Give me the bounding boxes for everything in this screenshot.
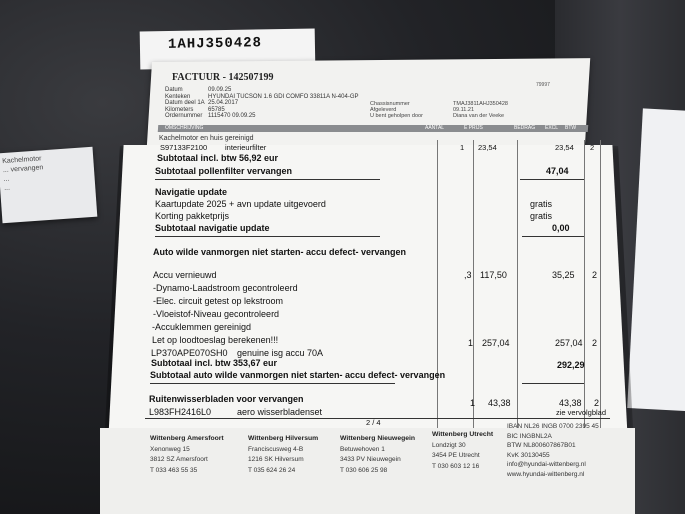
table-row-code: LP370APE070SH0 bbox=[151, 348, 228, 358]
header-label: Ordernummer bbox=[165, 113, 203, 120]
divider bbox=[522, 236, 584, 237]
subtotal-line: Subtotaal incl. btw 353,67 eur bbox=[151, 358, 278, 368]
header-right-label: Afgeleverd bbox=[370, 107, 397, 114]
subtotal-line: Subtotaal auto wilde vanmorgen niet starten- accu defect- vervangen bbox=[150, 370, 446, 380]
subtotal-amount: 0,00 bbox=[552, 223, 570, 233]
subtotal-line: Subtotaal navigatie update bbox=[155, 223, 270, 233]
invoice-page-ref: 79997 bbox=[536, 82, 550, 88]
header-value: HYUNDAI TUCSON 1.6 GDI COMFO 33811A N-404-GP bbox=[208, 93, 359, 100]
table-row-desc: Accu vernieuwd bbox=[153, 270, 217, 280]
column-divider bbox=[517, 140, 518, 428]
continued-note: zie vervolgblad bbox=[556, 408, 607, 417]
footer-line: 3454 PE Utrecht bbox=[432, 452, 480, 459]
footer-location-title: Wittenberg Hilversum bbox=[248, 435, 319, 442]
th-unit-price: E PRIJS bbox=[464, 125, 483, 131]
invoice-title: FACTUUR - 142507199 bbox=[172, 72, 274, 83]
header-right-value: 09.11.21 bbox=[453, 107, 475, 114]
th-vat: BTW bbox=[565, 125, 577, 131]
divider bbox=[155, 179, 380, 180]
header-right-value: Diana van der Veeke bbox=[453, 113, 505, 120]
table-row-price: 117,50 bbox=[480, 270, 507, 280]
footer-line: Betuwehoven 1 bbox=[340, 445, 385, 453]
th-description: OMSCHRIJVING bbox=[165, 125, 204, 131]
divider bbox=[520, 179, 584, 180]
header-right-values bbox=[453, 101, 508, 120]
footer-location bbox=[340, 434, 415, 476]
column-divider bbox=[600, 140, 601, 428]
footer-line: info@hyundai-wittenberg.nl bbox=[507, 461, 586, 468]
table-row-amount: 35,25 bbox=[552, 270, 575, 280]
header-right-label: Chassisnummer bbox=[370, 101, 410, 107]
table-row-qty: 1 bbox=[470, 398, 476, 408]
footer-line: Londzigt 30 bbox=[432, 441, 466, 449]
th-excl: EXCL bbox=[545, 125, 559, 131]
subtotal-amount: 47,04 bbox=[546, 166, 569, 176]
table-row-vat: 2 bbox=[594, 398, 600, 408]
table-row-qty: ,3 bbox=[464, 270, 472, 280]
footer-line: 3812 SZ Amersfoort bbox=[150, 456, 208, 463]
table-row-desc: Korting pakketprijs bbox=[155, 211, 230, 221]
footer-line: KvK 30130455 bbox=[507, 451, 550, 459]
footer-line: T 033 463 55 35 bbox=[150, 466, 198, 474]
footer-line: T 030 606 25 98 bbox=[340, 466, 388, 474]
footer-line: BIC INGBNL2A bbox=[507, 432, 552, 440]
divider bbox=[150, 383, 395, 384]
table-row-amount: gratis bbox=[530, 199, 553, 209]
header-label: Kenteken bbox=[165, 93, 191, 100]
table-row-vat: 2 bbox=[590, 143, 595, 152]
footer-location-title: Wittenberg Amersfoort bbox=[150, 435, 224, 442]
header-value: 09.09.25 bbox=[208, 87, 232, 93]
table-row-price: 257,04 bbox=[482, 338, 510, 348]
th-amount: BEDRAG bbox=[514, 125, 536, 131]
subtotal-line: Subtotaal pollenfilter vervangen bbox=[155, 166, 293, 176]
header-labels bbox=[165, 87, 205, 120]
footer-line: Franciscusweg 4-B bbox=[248, 445, 304, 453]
footer-line: 1216 SK Hilversum bbox=[248, 456, 304, 463]
left-paper-fragment bbox=[0, 147, 97, 223]
table-row-amount: 257,04 bbox=[555, 338, 583, 348]
plate-number: 1AHJ350428 bbox=[167, 35, 263, 53]
th-quantity: AANTAL bbox=[425, 125, 445, 131]
table-row-qty: 1 bbox=[460, 143, 465, 152]
header-right-value: TMAJ3811AHJ350428 bbox=[453, 101, 508, 107]
header-label: Datum bbox=[165, 87, 183, 93]
table-row-desc: -Vloeistof-Niveau gecontroleerd bbox=[153, 309, 280, 319]
table-row-amount: gratis bbox=[530, 211, 553, 221]
table-row-price: 23,54 bbox=[478, 143, 497, 152]
footer-location bbox=[248, 434, 318, 476]
header-value: 25.04.2017 bbox=[208, 100, 239, 107]
footer-line: IBAN NL26 INGB 0700 2395 45 bbox=[507, 423, 599, 430]
section-title: Auto wilde vanmorgen niet starten- accu defect- vervangen bbox=[153, 247, 407, 257]
footer-line: T 030 603 12 16 bbox=[432, 462, 480, 470]
table-row-amount: 43,38 bbox=[559, 398, 582, 408]
header-values bbox=[208, 87, 359, 120]
table-row-desc: -Elec. circuit getest op lekstroom bbox=[153, 296, 284, 306]
table-row-desc: interieurfilter bbox=[225, 143, 267, 152]
section-title: Navigatie update bbox=[155, 187, 228, 197]
footer-location bbox=[150, 434, 224, 476]
footer-line: www.hyundai-wittenberg.nl bbox=[507, 470, 585, 478]
header-right-labels bbox=[370, 101, 423, 120]
table-row: Kachelmotor en huis gereinigd bbox=[159, 135, 254, 142]
header-right-label: U bent geholpen door bbox=[370, 113, 423, 120]
table-row-qty: 1 bbox=[468, 338, 474, 348]
table-row-code: L983FH2416L0 bbox=[149, 407, 212, 417]
header-label: Kilometers bbox=[165, 106, 194, 113]
column-divider bbox=[473, 140, 474, 428]
footer-line: T 035 624 26 24 bbox=[248, 466, 296, 474]
section-title: Ruitenwisserbladen voor vervangen bbox=[149, 394, 304, 404]
table-row-vat: 2 bbox=[592, 338, 598, 348]
table-row-desc: Kaartupdate 2025 + avn update uitgevoerd bbox=[155, 199, 326, 209]
table-row-desc: Let op loodtoeslag berekenen!!! bbox=[152, 335, 279, 345]
header-label: Datum deel 1A bbox=[165, 100, 205, 107]
footer-location-title: Wittenberg Nieuwegein bbox=[340, 435, 416, 442]
header-value: 1115470 09.09.25 bbox=[208, 113, 256, 120]
footer-line: BTW NL800607867B01 bbox=[507, 442, 576, 449]
table-row-code: S97133F2100 bbox=[160, 143, 208, 152]
table-row-price: 43,38 bbox=[488, 398, 511, 408]
table-row-desc: -Accuklemmen gereinigd bbox=[152, 322, 252, 332]
footer-location bbox=[432, 430, 493, 472]
footer-location-title: Wittenberg Utrecht bbox=[432, 431, 494, 438]
footer-line: 3433 PV Nieuwegein bbox=[340, 456, 401, 463]
header-value: 65785 bbox=[208, 106, 225, 113]
left-paper-text: Kachelmotor ... vervangen ... ... bbox=[2, 155, 44, 193]
divider bbox=[522, 383, 584, 384]
footer-bank-details bbox=[507, 422, 599, 479]
subtotal-amount: 292,29 bbox=[557, 360, 585, 370]
column-divider bbox=[437, 140, 438, 428]
page-indicator: 2 / 4 bbox=[366, 418, 381, 427]
table-row-desc: -Dynamo-Laadstroom gecontroleerd bbox=[153, 283, 298, 293]
column-divider bbox=[584, 140, 585, 428]
table-row-amount: 23,54 bbox=[555, 143, 574, 152]
footer-line: Xenonweg 15 bbox=[150, 445, 190, 453]
table-row-desc: aero wisserbladenset bbox=[237, 407, 323, 417]
table-row-desc: genuine isg accu 70A bbox=[237, 348, 324, 358]
divider bbox=[155, 236, 380, 237]
table-row-vat: 2 bbox=[592, 270, 598, 280]
subtotal-line: Subtotaal incl. btw 56,92 eur bbox=[157, 153, 279, 163]
